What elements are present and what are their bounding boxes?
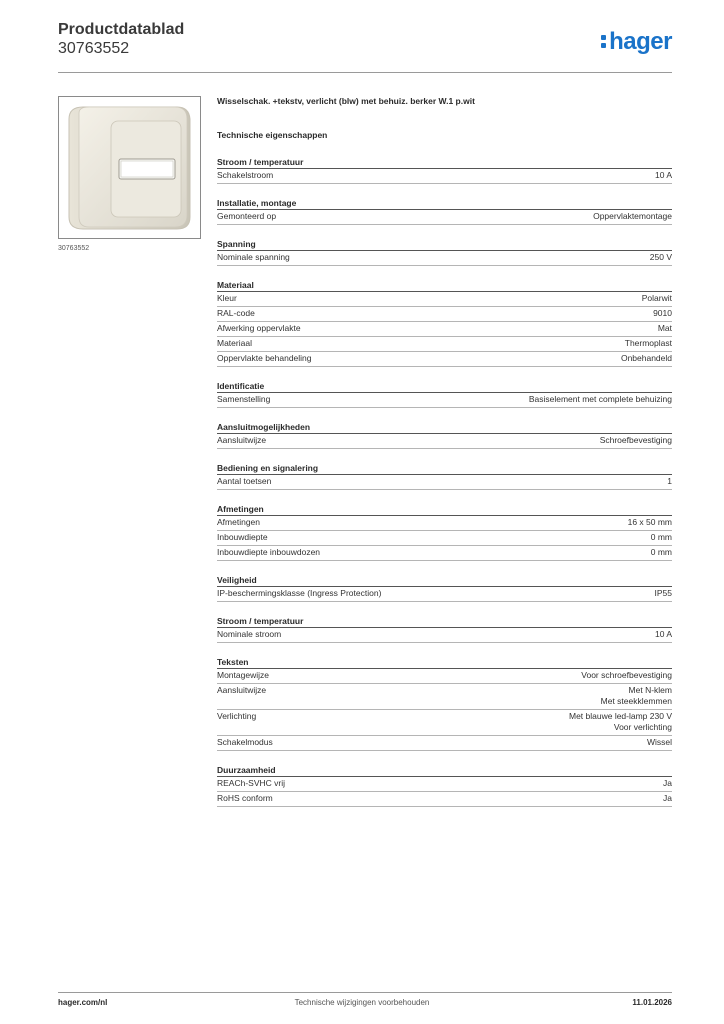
spec-label: Afwerking oppervlakte (217, 323, 301, 333)
spec-value (628, 517, 672, 528)
spec-row (217, 337, 672, 352)
switch-housing-illustration (59, 97, 200, 238)
spec-row (217, 210, 672, 225)
spec-label: Schakelstroom (217, 170, 274, 180)
spec-label: Aantal toetsen (217, 476, 272, 486)
spec-value-line: Met steekklemmen (600, 696, 672, 706)
spec-row (217, 352, 672, 367)
footer-date: 11.01.2026 (632, 998, 672, 1007)
spec-section (217, 421, 672, 449)
section-title: Installatie, montage (217, 197, 672, 210)
spec-value (667, 476, 672, 487)
spec-value-line: Schroefbevestiging (599, 435, 672, 445)
spec-value-line: Ja (663, 793, 672, 803)
spec-value (647, 737, 672, 748)
spec-value (642, 293, 672, 304)
spec-value-line: Wissel (646, 737, 672, 747)
spec-label: Kleur (217, 293, 237, 303)
spec-row (217, 322, 672, 337)
spec-row (217, 587, 672, 602)
spec-label: IP-beschermingsklasse (Ingress Protection) (217, 588, 382, 598)
spec-value-line: IP55 (654, 588, 672, 598)
spec-value (569, 711, 672, 733)
spec-value (581, 670, 672, 681)
spec-label: Materiaal (217, 338, 252, 348)
spec-value-line: Mat (657, 323, 672, 333)
spec-section (217, 156, 672, 184)
spec-value-line: 10 A (654, 170, 672, 180)
spec-section (217, 380, 672, 408)
spec-value-line: Onbehandeld (620, 353, 672, 363)
spec-value-line: 0 mm (650, 532, 672, 542)
image-caption: 30763552 (58, 245, 90, 252)
spec-value-line: Polarwit (641, 293, 672, 303)
spec-row (217, 292, 672, 307)
spec-value (655, 629, 672, 640)
spec-label: Aansluitwijze (217, 435, 267, 445)
spec-value-line: 9010 (653, 308, 672, 318)
spec-value (655, 588, 673, 599)
document-title: Productdatablad (58, 21, 185, 38)
spec-value-line: 250 V (649, 252, 672, 262)
spec-value (651, 532, 672, 543)
section-title: Aansluitmogelijkheden (217, 421, 672, 434)
document-header (58, 20, 184, 58)
spec-value (655, 170, 672, 181)
spec-section (217, 615, 672, 643)
spec-value-line: Basiselement met complete behuizing (528, 394, 672, 404)
logo-dots-icon (601, 34, 607, 50)
spec-section (217, 574, 672, 602)
spec-value-line: Met N-klem (628, 685, 672, 695)
spec-row (217, 434, 672, 449)
product-image (58, 96, 201, 239)
section-title: Identificatie (217, 380, 672, 393)
spec-row (217, 169, 672, 184)
spec-label: Schakelmodus (217, 737, 273, 747)
spec-value (601, 685, 672, 707)
spec-value-line: 10 A (654, 629, 672, 639)
spec-value (658, 323, 672, 334)
spec-value-line: Oppervlaktemontage (593, 211, 672, 221)
spec-label: Montagewijze (217, 670, 269, 680)
spec-value (650, 252, 672, 263)
spec-row (217, 475, 672, 490)
header-divider (58, 72, 672, 73)
spec-label: Aansluitwijze (217, 685, 267, 695)
spec-value (600, 435, 672, 446)
spec-value-line: Ja (663, 778, 672, 788)
spec-label: Gemonteerd op (217, 211, 277, 221)
spec-section (217, 656, 672, 751)
spec-value (653, 308, 672, 319)
spec-value (529, 394, 672, 405)
spec-row (217, 777, 672, 792)
spec-label: Inbouwdiepte inbouwdozen (217, 547, 321, 557)
spec-value (663, 793, 672, 804)
spec-section (217, 279, 672, 367)
spec-row (217, 546, 672, 561)
section-title: Veiligheid (217, 574, 672, 587)
spec-value-line: Met blauwe led-lamp 230 V (568, 711, 672, 721)
spec-label: Nominale spanning (217, 252, 290, 262)
spec-value (593, 211, 672, 222)
section-title: Spanning (217, 238, 672, 251)
hager-logo[interactable] (601, 28, 672, 56)
spec-row (217, 393, 672, 408)
spec-row (217, 792, 672, 807)
spec-section (217, 462, 672, 490)
spec-value-line: Voor verlichting (613, 722, 672, 732)
section-title: Teksten (217, 656, 672, 669)
logo-text: hager (609, 28, 672, 55)
spec-row (217, 531, 672, 546)
spec-value-line: 1 (667, 476, 672, 486)
spec-value-line: Voor schroefbevestiging (581, 670, 672, 680)
product-name: Wisselschak. +tekstv, verlicht (blw) met behuiz. berker W.1 p.wit (217, 96, 475, 106)
spec-label: Inbouwdiepte (217, 532, 268, 542)
spec-label: Samenstelling (217, 394, 271, 404)
spec-row (217, 736, 672, 751)
spec-row (217, 669, 672, 684)
spec-sections (217, 156, 672, 807)
spec-value-line: 16 x 50 mm (627, 517, 672, 527)
spec-section (217, 764, 672, 807)
section-title: Duurzaamheid (217, 764, 672, 777)
spec-section (217, 197, 672, 225)
spec-value (621, 353, 672, 364)
spec-value (625, 338, 672, 349)
spec-label: Nominale stroom (217, 629, 282, 639)
spec-row (217, 307, 672, 322)
footer-website-link[interactable]: hager.com/nl (58, 998, 108, 1007)
spec-label: REACh-SVHC vrij (217, 778, 286, 788)
spec-section (217, 503, 672, 561)
spec-row (217, 516, 672, 531)
spec-section (217, 238, 672, 266)
spec-value (651, 547, 672, 558)
tech-properties-heading: Technische eigenschappen (217, 130, 328, 140)
spec-label: RAL-code (217, 308, 255, 318)
spec-content (217, 96, 672, 820)
section-title: Materiaal (217, 279, 672, 292)
section-title: Bediening en signalering (217, 462, 672, 475)
spec-value-line: Thermoplast (624, 338, 672, 348)
spec-value (663, 778, 672, 789)
section-title: Stroom / temperatuur (217, 156, 672, 169)
spec-value-line: 0 mm (650, 547, 672, 557)
spec-row (217, 251, 672, 266)
spec-label: Afmetingen (217, 517, 260, 527)
spec-row (217, 628, 672, 643)
footer-disclaimer: Technische wijzigingen voorbehouden (294, 998, 430, 1007)
section-title: Stroom / temperatuur (217, 615, 672, 628)
footer-divider (58, 992, 672, 993)
spec-label: RoHS conform (217, 793, 273, 803)
section-title: Afmetingen (217, 503, 672, 516)
spec-label: Verlichting (217, 711, 257, 721)
spec-label: Oppervlakte behandeling (217, 353, 312, 363)
product-code: 30763552 (58, 40, 130, 57)
spec-row (217, 710, 672, 736)
spec-row (217, 684, 672, 710)
